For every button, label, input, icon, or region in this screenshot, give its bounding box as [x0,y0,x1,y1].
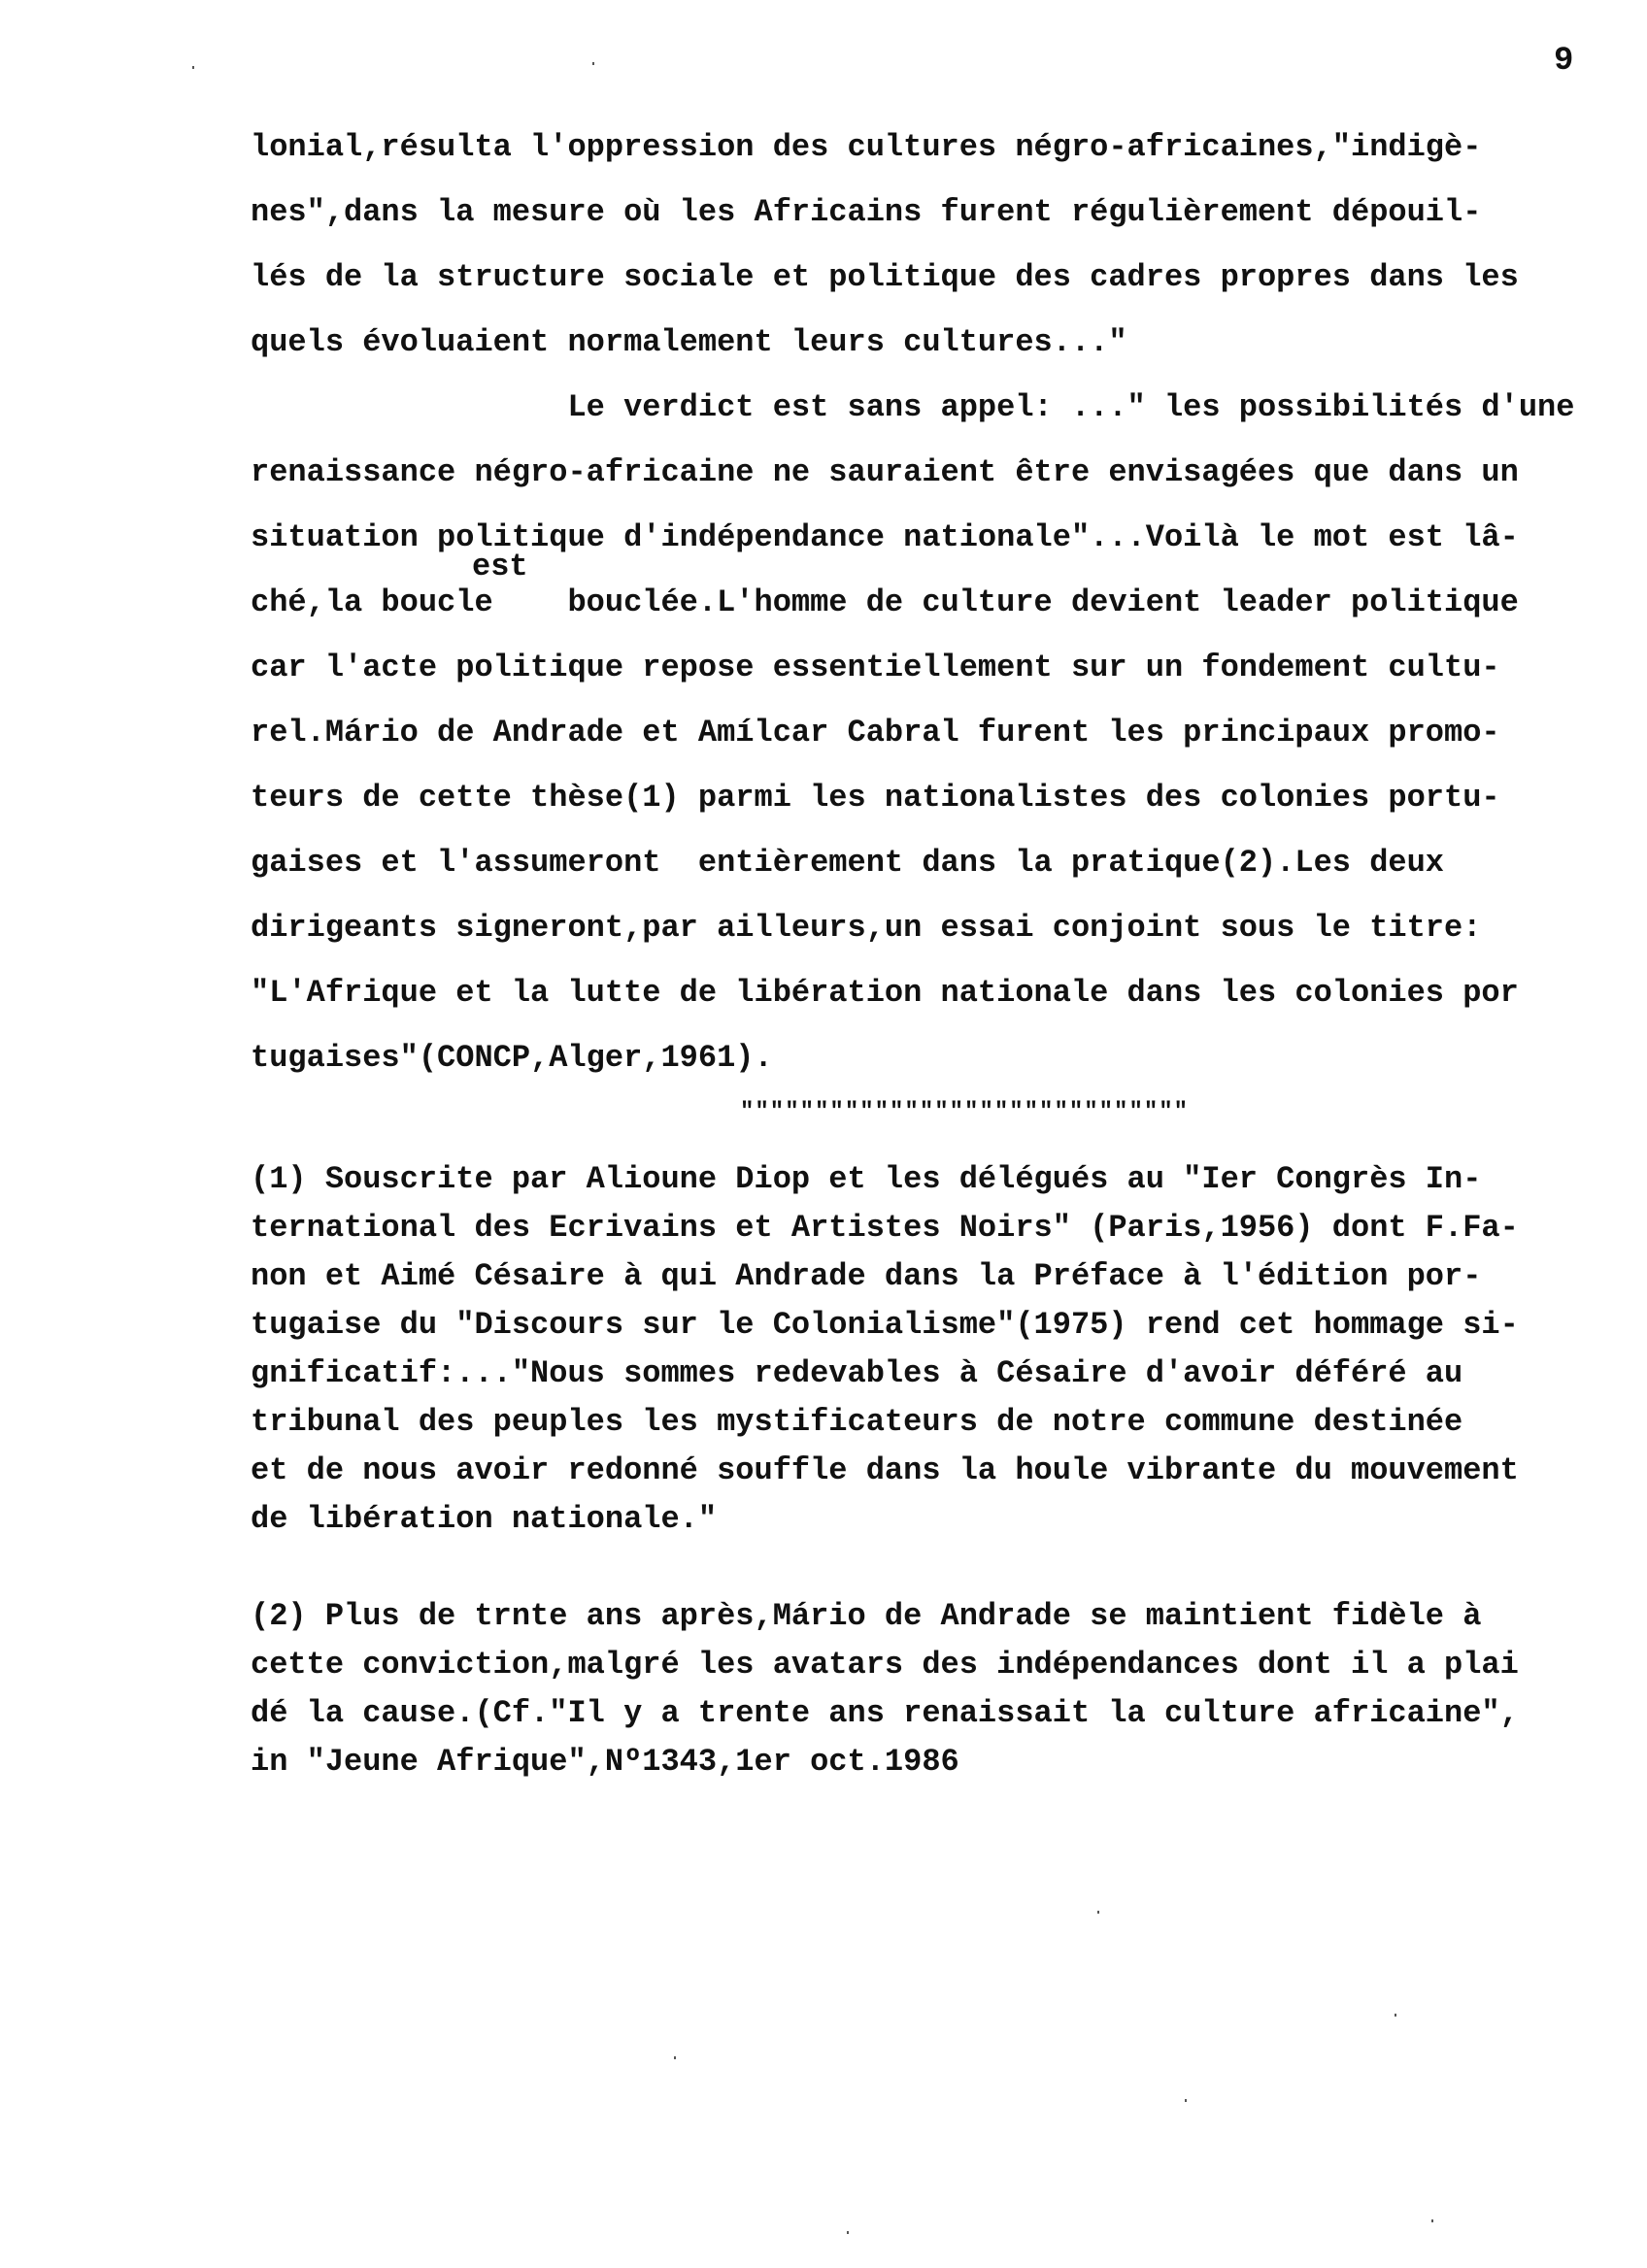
body-line: teurs de cette thèse(1) parmi les nationalistes des colonies portu- [251,780,1500,816]
footnote-line: tribunal des peuples les mystificateurs de notre commune destinée [251,1404,1463,1440]
scan-speck [1395,2014,1396,2017]
body-line: quels évoluaient normalement leurs cultures..." [251,324,1127,360]
footnote-line: gnificatif:..."Nous sommes redevables à Césaire d'avoir déféré au [251,1355,1463,1391]
scan-speck [192,66,194,69]
footnote-line: dé la cause.(Cf."Il y a trente ans renaissait la culture africaine", [251,1695,1519,1731]
body-line: car l'acte politique repose essentiellement sur un fondement cultu- [251,650,1500,685]
scan-speck [847,2231,849,2234]
footnote-1 [251,1155,1630,1544]
scan-speck [674,2056,676,2059]
scan-speck [1185,2099,1187,2102]
body-line: gaises et l'assumeront entièrement dans la pratique(2).Les deux [251,845,1444,881]
footnote-line: in "Jeune Afrique",Nº1343,1er oct.1986 [251,1744,959,1780]
body-line: tugaises"(CONCP,Alger,1961). [251,1040,773,1076]
scan-speck [1097,1911,1099,1914]
body-line: ché,la boucle bouclée.L'homme de culture devient leader politique [251,584,1519,620]
footnote-line: (2) Plus de trnte ans après,Mário de Andrade se maintient fidèle à [251,1598,1482,1634]
footnote-line: non et Aimé Césaire à qui Andrade dans la Préface à l'édition por- [251,1258,1482,1294]
body-line: lés de la structure sociale et politique des cadres propres dans les [251,259,1519,295]
main-body-text [251,115,1630,1090]
body-line: renaissance négro-africaine ne sauraient être envisagées que dans un [251,454,1519,490]
body-line: situation politique d'indépendance nationale"...Voilà le mot est lâ- [251,519,1519,555]
body-line: Le verdict est sans appel: ..." les possibilités d'une [251,389,1575,425]
body-line: lonial,résulta l'oppression des cultures négro-africaines,"indigè- [251,129,1482,165]
footnote-line: et de nous avoir redonné souffle dans la houle vibrante du mouvement [251,1452,1519,1488]
body-line: "L'Afrique et la lutte de libération nationale dans les colonies por [251,975,1519,1011]
superscript-insertion: est [472,549,528,584]
footnote-line: cette conviction,malgré les avatars des indépendances dont il a plai [251,1647,1519,1683]
body-line: nes",dans la mesure où les Africains furent régulièrement dépouil- [251,194,1482,230]
footnote-line: tugaise du "Discours sur le Colonialisme"(1975) rend cet hommage si- [251,1307,1519,1343]
footnote-2 [251,1592,1630,1786]
scan-speck [1431,2219,1433,2222]
section-separator: """""""""""""""""""""""""""""" [740,1099,1190,1125]
footnote-line: (1) Souscrite par Alioune Diop et les délégués au "Ier Congrès In- [251,1161,1482,1197]
footnote-line: de libération nationale." [251,1501,718,1537]
page-number: 9 [1554,43,1574,80]
body-line: dirigeants signeront,par ailleurs,un essai conjoint sous le titre: [251,910,1482,946]
scan-speck [592,62,594,65]
body-line: rel.Mário de Andrade et Amílcar Cabral furent les principaux promo- [251,715,1500,750]
footnote-line: ternational des Ecrivains et Artistes Noirs" (Paris,1956) dont F.Fa- [251,1210,1519,1246]
